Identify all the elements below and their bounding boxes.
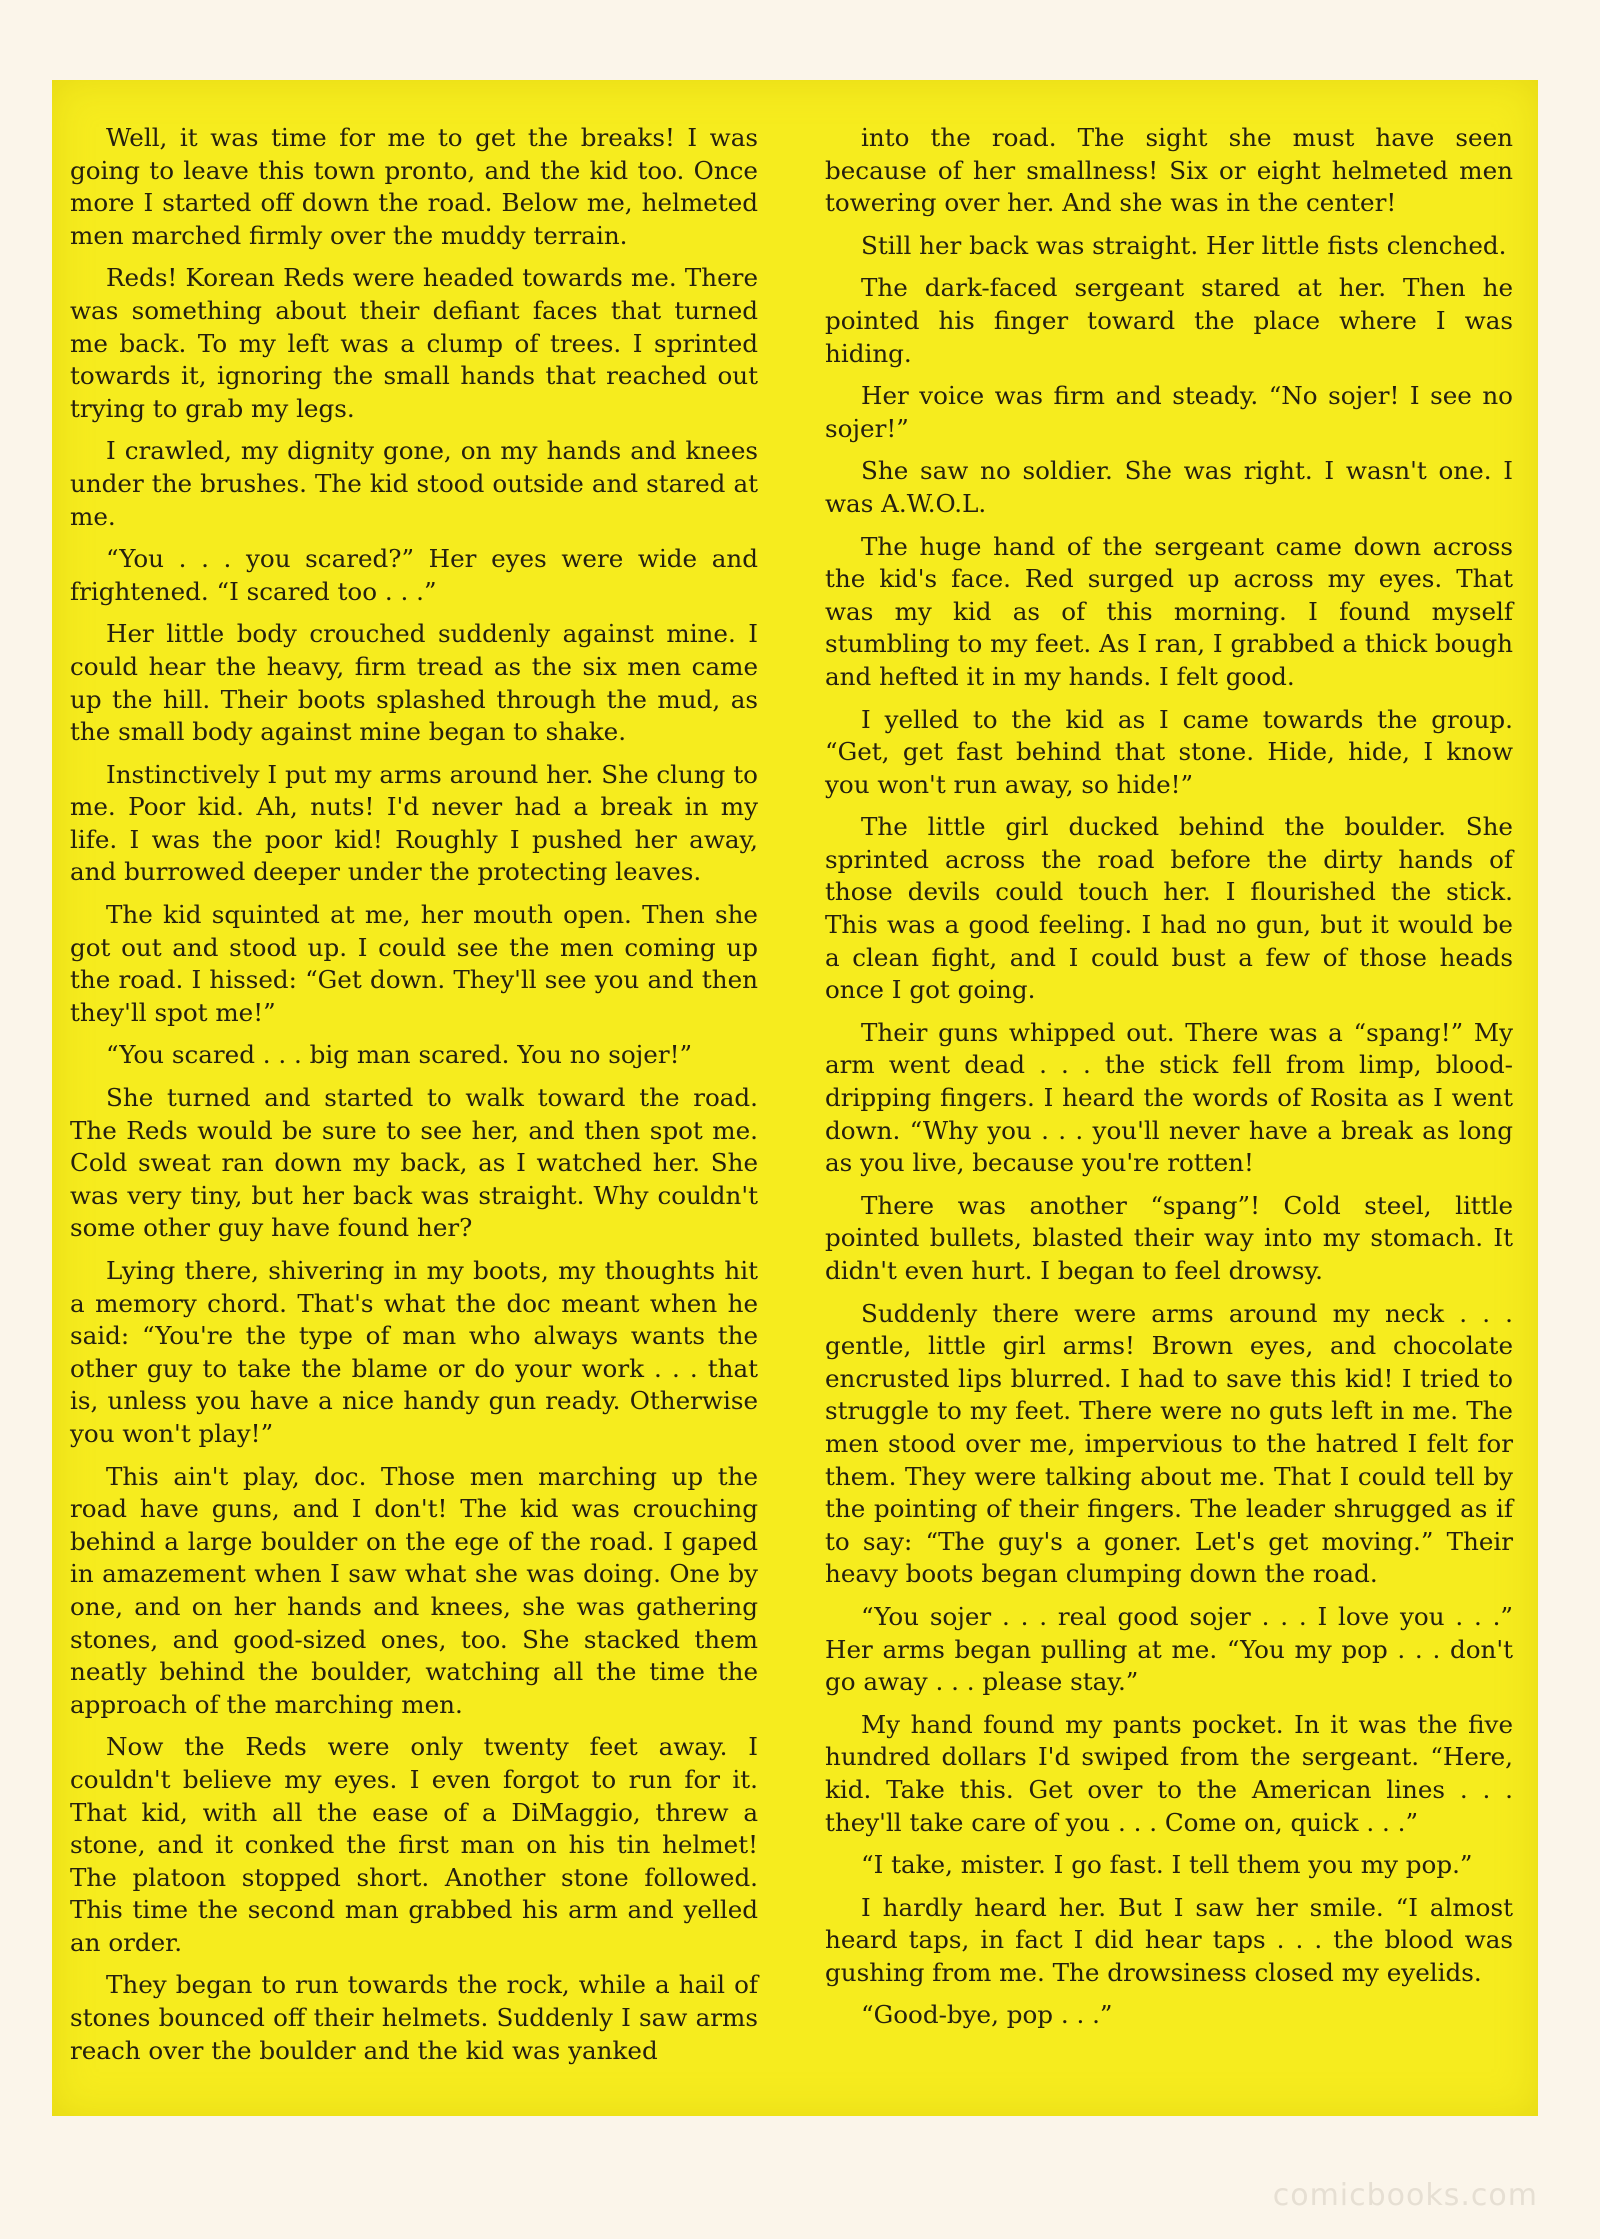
story-paragraph: The huge hand of the sergeant came down across the kid's face. Red surged up across my eyes. That was my kid as of this morning. I found myself stumbling to my feet. As I ran, I grabbed a thick bough and hefted it in my hands. I felt good. xyxy=(825,531,1513,691)
story-paragraph: She saw no soldier. She was right. I wasn't one. I was A.W.O.L. xyxy=(825,456,1513,518)
story-paragraph: There was another “spang”! Cold steel, little pointed bullets, blasted their way into my stomach. It didn't even hurt. I began to feel drowsy. xyxy=(825,1190,1513,1285)
story-paragraph: Still her back was straight. Her little fists clenched. xyxy=(861,230,1507,260)
story-paragraph: “Good-bye, pop . . .” xyxy=(861,2000,1113,2030)
left-text-column xyxy=(70,122,758,2077)
story-paragraph: Their guns whipped out. There was a “spang!” My arm went dead . . . the stick fell from limp, blood-dripping fingers. I heard the words of Rosita as I went down. “Why you . . . you'll never have a break as long as you live, because you're rotten! xyxy=(825,1017,1513,1178)
story-paragraph: They began to run towards the rock, while a hail of stones bounced off their helmets. Suddenly I saw arms reach over the boulder and the kid was yanked xyxy=(70,1970,758,2065)
story-paragraph: Now the Reds were only twenty feet away. I couldn't believe my eyes. I even forgot to run for it. That kid, with all the ease of a DiMaggio, threw a stone, and it conked the first man on his tin helmet! The platoon stopped short. Another stone followed. This time the second man grabbed his arm and yelled an order. xyxy=(70,1732,758,1957)
story-paragraph: My hand found my pants pocket. In it was the five hundred dollars I'd swiped from the sergeant. “Here, kid. Take this. Get over to the American lines . . . they'll take care of you . . . Come on, quick . . .” xyxy=(825,1709,1513,1837)
story-paragraph: Suddenly there were arms around my neck . . . gentle, little girl arms! Brown eyes, and chocolate encrusted lips blurred. I had to save this kid! I tried to struggle to my feet. There were no guts left in me. The men stood over me, impervious to the hatred I felt for them. They were talking about me. That I could tell by the pointing of their fingers. The leader shrugged as if to say: “The guy's a goner. Let's get moving.” Their heavy boots began clumping down the road. xyxy=(825,1298,1513,1589)
story-paragraph: Lying there, shivering in my boots, my thoughts hit a memory chord. That's what the doc meant when he said: “You're the type of man who always wants the other guy to take the blame or do your work . . . that is, unless you have a nice handy gun ready. Otherwise you won't play!” xyxy=(70,1256,758,1448)
story-paragraph: The kid squinted at me, her mouth open. Then she got out and stood up. I could see the men coming up the road. I hissed: “Get down. They'll see you and then they'll spot me!” xyxy=(70,900,758,1027)
story-paragraph: The dark-faced sergeant stared at her. Then he pointed his finger toward the place where I was hiding. xyxy=(825,273,1513,368)
site-watermark: comicbooks.com xyxy=(1272,2178,1538,2213)
story-paragraph: “You sojer . . . real good sojer . . . I love you . . .” Her arms began pulling at me. “You my pop . . . don't go away . . . please stay.” xyxy=(825,1601,1513,1697)
story-paragraph: “You scared . . . big man scared. You no sojer!” xyxy=(106,1040,693,1070)
story-paragraph: “You . . . you scared?” Her eyes were wide and frightened. “I scared too . . .” xyxy=(70,544,758,606)
story-text-panel xyxy=(52,80,1538,2116)
story-paragraph: I crawled, my dignity gone, on my hands and knees under the brushes. The kid stood outside and stared at me. xyxy=(70,436,758,531)
right-text-column xyxy=(825,122,1513,2042)
story-paragraph: Her voice was firm and steady. “No sojer! I see no sojer!” xyxy=(825,381,1513,443)
story-paragraph: The little girl ducked behind the boulder. She sprinted across the road before the dirty hands of those devils could touch her. I flourished the stick. This was a good feeling. I had no gun, but it would be a clean fight, and I could bust a few of those heads once I got going. xyxy=(825,812,1513,1005)
story-paragraph: Well, it was time for me to get the breaks! I was going to leave this town pronto, and the kid too. Once more I started off down the road. Below me, helmeted men marched firmly over the muddy terrain. xyxy=(70,123,758,250)
story-paragraph: She turned and started to walk toward the road. The Reds would be sure to see her, and then spot me. Cold sweat ran down my back, as I watched her. She was very tiny, but her back was straight. Why couldn't some other guy have found her? xyxy=(70,1083,758,1243)
story-paragraph: into the road. The sight she must have seen because of her smallness! Six or eight helmeted men towering over her. And she was in the center! xyxy=(825,123,1513,218)
story-paragraph: I hardly heard her. But I saw her smile. “I almost heard taps, in fact I did hear taps . . . the blood was gushing from me. The drowsiness closed my eyelids. xyxy=(825,1892,1513,1987)
story-paragraph: Reds! Korean Reds were headed towards me. There was something about their defiant faces that turned me back. To my left was a clump of trees. I sprinted towards it, ignoring the small hands that reached out trying to grab my legs. xyxy=(70,263,758,423)
story-paragraph: This ain't play, doc. Those men marching up the road have guns, and I don't! The kid was crouching behind a large boulder on the ege of the road. I gaped in amazement when I saw what she was doing. One by one, and on her hands and knees, she was gathering stones, and good-sized ones, too. She stacked them neatly behind the boulder, watching all the time the approach of the marching men. xyxy=(70,1461,758,1719)
story-paragraph: I yelled to the kid as I came towards the group. “Get, get fast behind that stone. Hide, hide, I know you won't run away, so hide!” xyxy=(825,704,1513,799)
story-paragraph: Instinctively I put my arms around her. She clung to me. Poor kid. Ah, nuts! I'd never had a break in my life. I was the poor kid! Roughly I pushed her away, and burrowed deeper under the protecting leaves. xyxy=(70,759,758,887)
story-paragraph: “I take, mister. I go fast. I tell them you my pop.” xyxy=(861,1850,1473,1880)
story-paragraph: Her little body crouched suddenly against mine. I could hear the heavy, firm tread as the six men came up the hill. Their boots splashed through the mud, as the small body against mine began to shake. xyxy=(70,619,758,747)
